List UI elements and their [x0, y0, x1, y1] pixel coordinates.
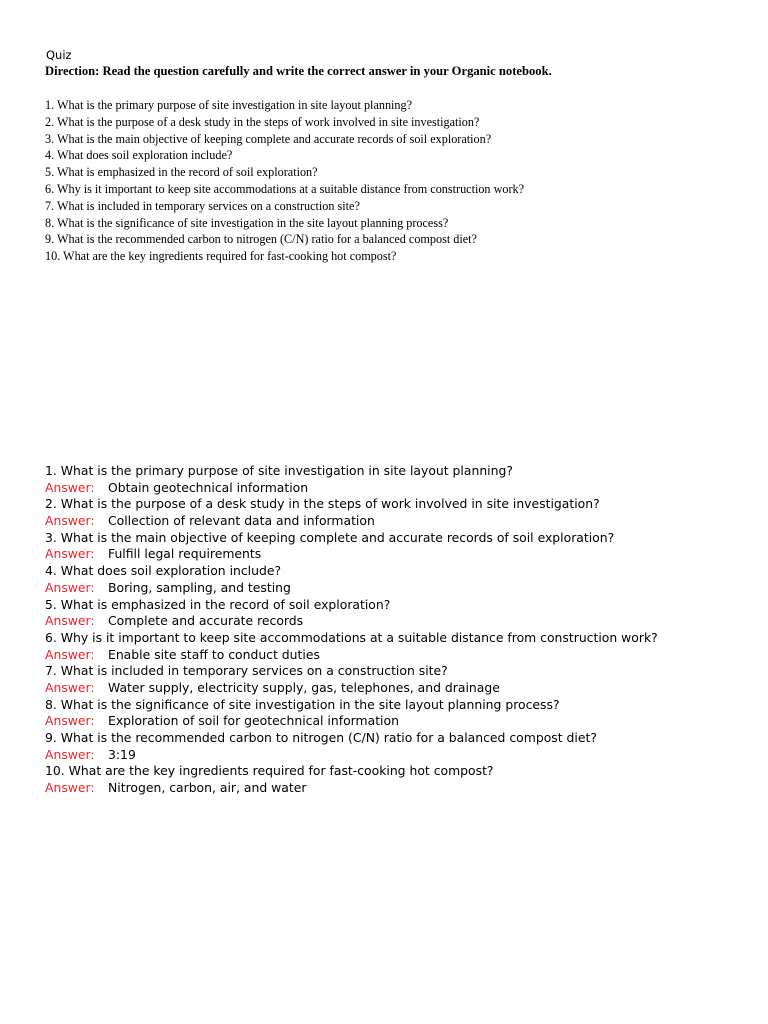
- answer-key-item: [45, 530, 658, 563]
- answer-text: Water supply, electricity supply, gas, telephones, and drainage: [108, 679, 500, 695]
- answer-line: [45, 513, 658, 530]
- question-item: 3. What is the main objective of keeping complete and accurate records of soil exploration?: [45, 131, 492, 146]
- question-item: 7. What is included in temporary services on a construction site?: [45, 198, 360, 213]
- question-item: 10. What are the key ingredients required for fast-cooking hot compost?: [45, 249, 397, 264]
- answer-key-item: [45, 496, 658, 529]
- answer-key-item: [45, 563, 658, 596]
- answer-label: Answer:: [45, 579, 95, 595]
- answer-key-item: [45, 697, 658, 730]
- answer-key-question: 8. What is the significance of site investigation in the site layout planning process?: [45, 696, 560, 712]
- answer-label: Answer:: [45, 780, 95, 796]
- question-item: 4. What does soil exploration include?: [45, 148, 233, 163]
- question-list: [45, 97, 524, 265]
- answer-key-item: [45, 597, 658, 630]
- question-item: 5. What is emphasized in the record of soil exploration?: [45, 165, 318, 180]
- answer-line: [45, 680, 658, 697]
- question-item: 1. What is the primary purpose of site investigation in site layout planning?: [45, 98, 413, 112]
- answer-label: Answer:: [45, 713, 95, 729]
- answer-key-item: [45, 663, 658, 696]
- answer-line: [45, 546, 658, 563]
- answer-label: Answer:: [45, 479, 95, 495]
- question-item: 2. What is the purpose of a desk study in the steps of work involved in site investigation?: [45, 114, 480, 129]
- answer-key-question: 4. What does soil exploration include?: [45, 563, 282, 579]
- answer-key-list: [45, 463, 658, 797]
- answer-key-question: 1. What is the primary purpose of site investigation in site layout planning?: [45, 463, 513, 478]
- answer-line: [45, 580, 658, 597]
- answer-text: Enable site staff to conduct duties: [108, 646, 320, 662]
- answer-key-question: 7. What is included in temporary services on a construction site?: [45, 663, 448, 679]
- answer-label: Answer:: [45, 679, 95, 695]
- answer-key-question: 2. What is the purpose of a desk study in the steps of work involved in site investigation?: [45, 496, 600, 512]
- answer-text: Nitrogen, carbon, air, and water: [108, 780, 307, 796]
- answer-text: Obtain geotechnical information: [108, 479, 309, 495]
- answer-text: Collection of relevant data and information: [108, 513, 375, 529]
- answer-line: [45, 780, 658, 797]
- answer-line: [45, 480, 658, 497]
- answer-text: Fulfill legal requirements: [108, 546, 262, 562]
- question-item: 8. What is the significance of site investigation in the site layout planning process?: [45, 215, 449, 230]
- answer-key-question: 6. Why is it important to keep site accommodations at a suitable distance from construction work?: [45, 629, 658, 645]
- answer-key-question: 10. What are the key ingredients required for fast-cooking hot compost?: [45, 763, 494, 779]
- answer-text: 3:19: [108, 746, 136, 762]
- answer-label: Answer:: [45, 513, 95, 529]
- answer-key-item: [45, 763, 658, 796]
- answer-line: [45, 613, 658, 630]
- answer-text: Boring, sampling, and testing: [108, 579, 291, 595]
- answer-key-item: [45, 630, 658, 663]
- question-item: 6. Why is it important to keep site accommodations at a suitable distance from construction work?: [45, 181, 525, 196]
- question-item: 9. What is the recommended carbon to nitrogen (C/N) ratio for a balanced compost diet?: [45, 232, 477, 247]
- answer-key-item: [45, 463, 658, 496]
- answer-text: Exploration of soil for geotechnical information: [108, 713, 399, 729]
- answer-key-question: 9. What is the recommended carbon to nitrogen (C/N) ratio for a balanced compost diet?: [45, 730, 597, 745]
- answer-label: Answer:: [45, 746, 95, 762]
- answer-line: [45, 747, 658, 764]
- answer-text: Complete and accurate records: [108, 613, 304, 629]
- direction-text: Direction: Read the question carefully and write the correct answer in your Organic notebook.: [45, 64, 552, 78]
- quiz-title: Quiz: [46, 48, 72, 62]
- answer-key-item: [45, 730, 658, 763]
- answer-key-question: 5. What is emphasized in the record of soil exploration?: [45, 596, 391, 612]
- answer-line: [45, 713, 658, 730]
- answer-key-question: 3. What is the main objective of keeping complete and accurate records of soil exploration?: [45, 529, 615, 545]
- answer-label: Answer:: [45, 613, 95, 629]
- answer-label: Answer:: [45, 546, 95, 562]
- answer-label: Answer:: [45, 646, 95, 662]
- answer-line: [45, 647, 658, 664]
